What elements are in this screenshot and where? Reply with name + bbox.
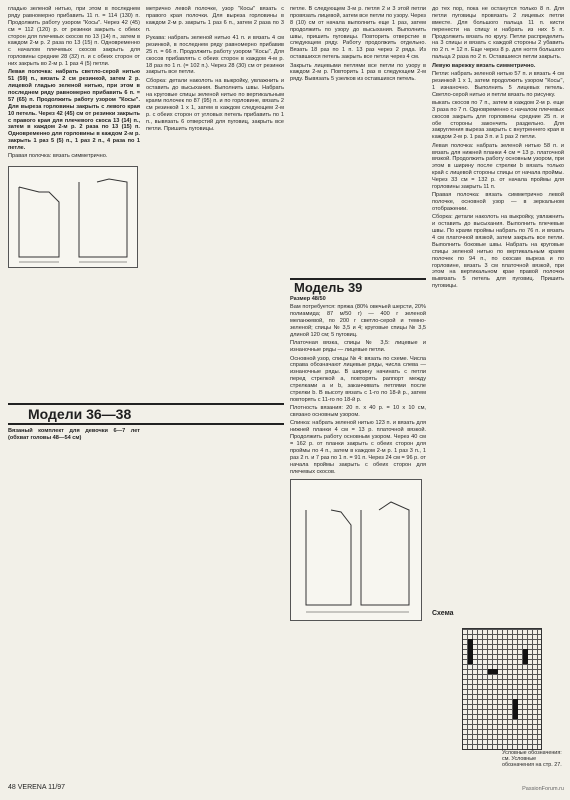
paragraph: Платочная вязка, спицы № 3,5: лицевые и изнаночные ряды — лицевые петли.: [290, 340, 426, 354]
column-1: [8, 6, 140, 268]
model-subtitle: Вязаный комплект для девочки 6—7 лет (обхват головы 48—54 см): [8, 428, 140, 441]
paragraph: петле. В следующем 3-м р. петля 2 и 3 этой петли провязать лицевой, затем все петли по узору. Через 8 (10) см от начала выполнить еще 1 раз, затем продолжить по узору до высыхания. Выполнить швы, пришить пуговицы. Повторить отверстие в следующем ряду. Работу продолжить отдельно. Вязать 18 раз по 1 п. 13 раз через 2 ряда. Из оставшихся петель закрыть все петли через 4 см.: [290, 6, 426, 61]
legend-note: Условные обозначения: см. Условные обозначения на стр. 27.: [502, 750, 562, 768]
paragraph: Вам потребуется: пряжа (80% овечьей шерсти, 20% полиамида; 87 м/50 г) — 400 г зеленой меланжевой, по 200 г светло-серой и темно-зеленой; спицы № 3,5 и 4; круговые спицы № 3,5 длиной 120 см; 5 пуговиц.: [290, 304, 426, 338]
knitting-chart: [432, 610, 564, 768]
paragraph: Правая полочка: вязать симметрично левой полочке, основной узор — в зеркальном отображении.: [432, 192, 564, 212]
models-heading: [8, 403, 284, 425]
chart-grid: [462, 628, 542, 750]
paragraph: выкать скосов по 7 п., затем в каждом 2-м р. еще 3 раза по 7 п. Одновременно с началом плечевых скосов закрыть для горловины средние 25 п. и обе стороны закончить раздельно. Для закругления выреза закрыть с внутреннего края в каждом 2-м р. 1 раз 3 п. и 1 раз 2 петли.: [432, 99, 564, 141]
paragraph: до тех пор, пока не останутся только 8 п. Для петли пуговицы провязать 2 лицевых петли вместе. Для большого пальца 11 п. кисти перенести на спицу и набрать из них 5 п. Продолжить вязать по кругу. Петли распределить на 3 спицы и вязать с каждой стороны 2 убавить по 2 п. = 12 п. Еще через 8 р. для ногтя большого пальца 2 раза по 2 п. Оставшиеся петли закрыть.: [432, 6, 564, 61]
page-footer: 48 VERENA 11/97: [8, 784, 66, 791]
paragraph: метрично левой полочке, узор "Косы" вязать с правого края полочки. Для выреза горловины в каждом 2-м р. закрыть 1 раз 6 п., затем 2 раза по 3 п.: [146, 6, 284, 33]
site-watermark: PassionForum.ru: [522, 786, 564, 792]
paragraph: Закрыть лицевыми петлями все петли по узору в каждом 2-м р. Повторить 1 раз в следующем 2-м ряду. Вывязать 5 узелков из оставшихся петель.: [290, 62, 426, 83]
garment-outline-icon: [9, 167, 137, 267]
paragraph: Левую варежку вязать симметрично.: [432, 62, 536, 69]
paragraph: Левая полочка: набрать светло-серой нитью 51 (59) п., вязать 2 см резинкой, затем 2 р. лицевой гладью зеленой нитью, при этом в последнем ряду равномерно прибавить 6 п. = 57 (65) п. Продолжить работу узором "Косы". Для выреза горловины закрыть с левого края 10 петель. Через 42 (45) см от резинки закрыть с правого края для плечевого скоса 13 (14) п., затем в каждом 2-м р. 2 раза по 13 (15) п. Одновременно для горловины в каждом 2-м р. закрыть 1 раз 5 (5) п., 1 раз 2 п., 4 раза по 1 петле.: [8, 69, 140, 151]
garment-schematic: [290, 479, 422, 621]
models-heading-text: Модели 36—38: [28, 406, 132, 422]
column-3: [290, 6, 426, 85]
schematic-outline-icon: [291, 480, 421, 620]
chart-cell: [513, 699, 518, 719]
column-1-lower: [8, 428, 140, 443]
paragraph: Основной узор, спицы № 4: вязать по схеме. Числа справа обозначают лицевые ряды, числа слева — изнаночные ряды. В ширину начинать с петли перед стрелкой а, повторять раппорт между стрелками а и b, заканчивать петлями после стрелки b. В высоту вязать с 1-го по 18-й р., затем повторять с 11-го по 18-й р.: [290, 355, 426, 403]
column-3-lower: [290, 296, 426, 621]
model-39-heading-text: Модель 39: [294, 280, 363, 295]
chart-title: Схема: [432, 610, 454, 617]
chart-cell: [488, 669, 498, 674]
pattern-diagram: [8, 166, 138, 268]
model-39-heading: [290, 278, 426, 294]
paragraph: Плотность вязания: 20 п. х 40 р. = 10 х 10 см, связано основным узором.: [290, 405, 426, 418]
paragraph: Сборка: детали наколоть на выкройку, увлажнить и оставить до высыхания. Выполнить швы. Набрать на круговые спицы зеленой нитью по вертикальным краям полочек по 87 (95) п. и по горловине, вязать 2 см резинкой 1 х 1, затем в каждом следующем 2-м р. с обеих сторон от угловых петель прибавить по 1 п., вывязать 6 отверстий для пуговиц, закрыть все петли. Пришить пуговицы.: [146, 77, 284, 132]
paragraph: Петли: набрать зеленой нитью 57 п. и вязать 4 см резинкой 1 х 1, затем продолжить узором "Косы", 1 изнаночно. Выполнить 5 лицевых петель. Светло-серой нитью и петли вязать по рисунку.: [432, 70, 564, 98]
paragraph: гладью зеленой нитью, при этом в последнем ряду равномерно прибавить 11 п. = 114 (130) п. Продолжить работу узором "Косы". Через 42 (45) см = 112 (120) р. от резинки закрыть с обеих сторон для плечевых скосов по 13 (14) п., затем в каждом 2-м р. 2 раза по 13 (15) п. Одновременно с началом плечевых скосов закрыть для горловины средние 28 (32) п. и с обеих сторон от них закрыть во 2-м р. 1 раз 4 (5) петли.: [8, 6, 140, 67]
chart-cell: [468, 639, 473, 664]
paragraph: Правая полочка: вязать симметрично.: [8, 153, 108, 160]
size-heading: Размер 48/50: [290, 296, 326, 302]
paragraph: Рукава: набрать зеленой нитью 41 п. и вязать 4 см резинкой, в последнем ряду равномерно прибавив 25 п. = 66 п. Продолжить работу узором "Косы". Для скосов прибавлять с обеих сторон в каждом 4-м р. 18 раз по 1 п. (= 102 п.). Через 28 (30) см от резинки закрыть все петли.: [146, 35, 284, 76]
paragraph: Спинка: набрать зеленой нитью 123 п. и вязать для нижней планки 4 см = 13 р. платочной вязкой. Продолжить работу основным узором. Через 40 см = 162 р. от планки закрыть с обеих сторон для проймы по 4 п., затем в каждом 2-м р. 1 раз 3 п., 1 раз 2 п. и 7 раз по 1 п. = 91 п. Через 24 см = 96 р. от начала проймы закрыть с обеих сторон для плечевых скосов.: [290, 420, 426, 475]
column-2: [146, 6, 284, 134]
chart-cell: [523, 649, 528, 664]
column-4: [432, 6, 564, 292]
paragraph: Сборка: детали наколоть на выкройку, увлажнить и оставить до высыхания. Выполнить плечевые швы. По краям проймы набрать по 76 п. и вязать 4 см платочной вязкой, затем закрыть все петли. Выполнить боковые швы. Набрать на круговые спицы зеленой нитью по вертикальным краям полочек по 94 п., по скосам выреза и по горловине, вязать 3 см платочной вязкой, при этом на вертикальном крае правой полочки вывязать 5 петель для пуговиц. Пришить пуговицы.: [432, 214, 564, 290]
paragraph: Левая полочка: набрать зеленой нитью 58 п. и вязать для нижней планки 4 см = 13 р. платочной вязкой. Продолжить работу основным узором, при этом в ширину после стрелки b вязать только край с лицевой стороны спицы от начала проймы. Через 33 см = 132 р. от начала проймы для горловины закрыть 11 п.: [432, 142, 564, 190]
